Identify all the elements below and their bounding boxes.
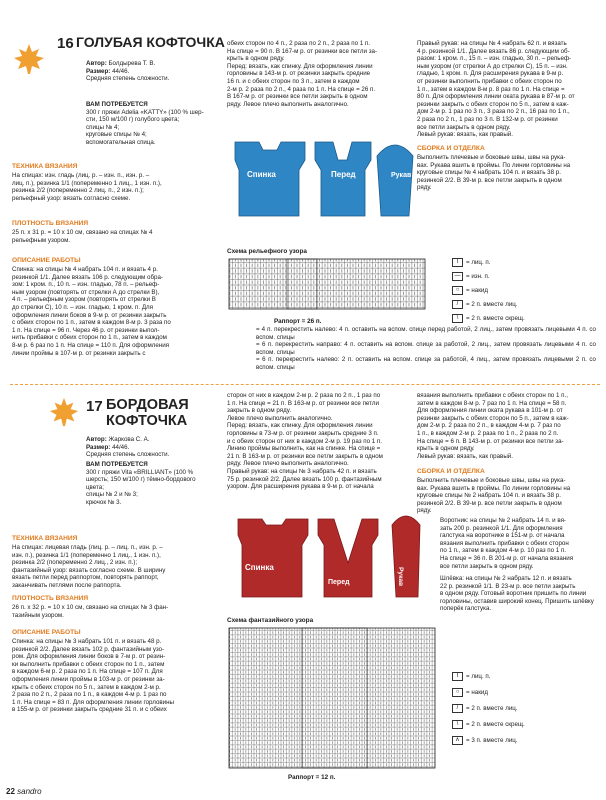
garment-diagrams-17 [222,497,427,609]
garment-label-sleeve: Рукав [397,567,404,587]
scheme-title: Схема фантазийного узора [227,617,314,624]
section-heading-assembly: СБОРКА И ОТДЕЛКА [417,145,485,152]
section-heading-technique: ТЕХНИКА ВЯЗАНИЯ [12,535,78,542]
collar-text: Воротник: на спицы № 2 набрать 14 п. и вя- зать 200 р. резинкой 1/1. Для оформления галстука на воротнике в 151-м р. от начала вязания выполнить прибавки с обеих сторон по 1 п., затем в каждом 4-м р. 10 раз по 1 п. На спице = 36 п. В 201-м р. от начала вязания все петли закрыть в одном ряду. [440,517,574,570]
section-heading-density: ПЛОТНОСТЬ ВЯЗАНИЯ [12,220,89,227]
pattern-grid-17 [227,626,437,772]
column2-text: обеих сторон по 4 п., 2 раза по 2 п., 2 раза по 1 п. На спице = 90 п. В 167-м р. от резинки все петли за- крыть в одном ряду. Перед: вязать, как спинку. Для оформления линии горловины в 143-м р. от резинки закрыть средние 16 п. и с обеих сторон по 3 п., затем в каждом 2-м р. 2 раза по 2 п., 4 раза по 1 п. На спице = 26 п. В 167-м р. от резинки все петли закрыть в одном ряду. Левое плечо выполнить аналогично. [227,40,378,108]
garment-diagrams-16 [225,130,415,230]
column3-text: вязания выполнить прибавки с обеих сторон по 1 п., затем в каждом 8-м р. 7 раз по 1 п. На спице = 58 п. Для оформления линии оката рукава в 101-м р. от резинки закрыть с обеих сторон по 5 п., затем в каж- дом 2-м р. 2 раза по 2 п., в каждом 4-м р. 7 раз по 1 п., в каждом 2-м р. 2 раза по 1 п., 2 раза по 2 п. На спице = 6 п. В 143-м р. от резинки все петли за- крыть в одном ряду. Левый рукав: вязать, как правый. [417,392,569,460]
pattern-number: 17 [86,398,103,415]
column2-text: сторон от них в каждом 2-м р. 2 раза по 2 п., 1 раз по 1 п. На спице = 21 п. В 163-м р. от резинки все петли закрыть в одном ряду. Левое плечо выполнить аналогично. Перед: вязать, как спинку. Для оформления линии горловины в 73-м р. от резинки закрыть средние 3 п. и с обеих сторон от них в каждом 2-м р. 19 раз по 1 п. Линию проймы выполнить, как на спинке. На спице = 21 п. В 163-м р. от резинки все петли закрыть в одном ряду. Левое плечо выполнить аналогично. Правый рукав: на спицы № 3 набрать 42 п. и вязать 75 р. резинкой 2/2. Далее вязать 100 р. фантазийным узором. Для расширения рукава в 9-м р. от начала [227,392,383,491]
density-text: 26 п. х 32 р. = 10 х 10 см, связано на спицах № 3 фан- тазийным узором. [12,604,169,619]
description-text: Спинка: на спицы № 3 набрать 101 п. и вязать 48 р. резинкой 2/2. Далее вязать 102 р. фантазийным узо- ром. Для оформления линии боков в 7-м р. от резин- ки выполнить прибавки с обеих сторон по 1 п., затем в каждом 6-м р. 2 раза по 1 п. На спице = 107 п. Для оформления линии проймы в 103-м р. от резинки за- крыть с обеих сторон по 5 п., затем в каждом 2-м р. 2 раза по 2 п., 2 раза по 1 п., в каждом 4-м р. 1 раз по 1 п. На спице = 83 п. Для оформления линии горловины в 155-м р. от резинки закрыть средние 31 п. и с обеих [12,638,175,714]
legend-item: / = 2 п. вместе лиц. [452,704,518,713]
pattern-title: БОРДОВАЯ КОФТОЧКА [106,397,189,429]
legend-item: \ = 2 п. вместе скрещ. [452,314,525,323]
rapport-label: Раппорт = 12 п. [288,774,336,781]
cable-notes: = 4 п. перекрестить налево: 4 п. оставить на вспом. спице перед работой, 2 лиц., затем провязать лицевыми 4 п. со вспом. спицы = 6 п. перекрестить направо: 4 п. оставить на вспом. спице за работой, 2 лиц., затем провязать лицевыми 4 п. со вспом. спицы = 6 п. перекрестить налево: 2 п. оставить на вспом. спице за работой, 4 лиц., затем провязать лицевыми 2 п. со вспом. спицы [256,326,596,371]
maple-leaf-icon [12,42,46,76]
pattern-title: ГОЛУБАЯ КОФТОЧКА [76,34,225,50]
legend-item: I = лиц. п. [452,258,490,267]
materials-block: ВАМ ПОТРЕБУЕТСЯ 300 г пряжи Adelia «KATTY» (100 % шер- сти, 150 м/100 г) голубого цвета; спицы № 4; круговые спицы № 4; вспомогательная спица. [86,101,204,146]
garment-label-back: Спинка [247,170,276,179]
column3-text: Правый рукав: на спицы № 4 набрать 62 п. и вязать 4 р. резинкой 1/1. Далее вязать 86 р. следующим об- разом: 1 кром. п., 15 п. – изн. гладью, 30 п. – рельеф- ным узором (от стрелки А до стрелки С), 15 п. – изн. гладью, 1 кром. п. Для расширения рукава в 9-м р. от резинки выполнить прибавки с обеих сторон по 1 п., затем в каждом 8-м р. 8 раз по 1 п. На спице = 80 п. Для оформления линии оката рукава в 87-м р. от резинки закрыть с обеих сторон по 5 п., затем в каж- дом 2-м р. 1 раз по 3 п., 3 раза по 2 п., 16 раз по 1 п., 2 раза по 2 п., 1 раз по 3 п. В 132-м р. от резинки все петли закрыть в одном ряду. Левый рукав: вязать, как правый. [417,40,575,139]
maple-leaf-icon [48,396,80,428]
garment-label-back: Спинка [245,563,274,572]
pattern-grid-16 [227,257,427,313]
garment-label-sleeve: Рукав [391,172,412,179]
legend-item: / = 2 п. вместе лиц. [452,300,518,309]
section-heading-description: ОПИСАНИЕ РАБОТЫ [12,257,81,264]
section-heading-technique: ТЕХНИКА ВЯЗАНИЯ [12,163,78,170]
legend-item: ∧ = 3 п. вместе лиц. [452,736,518,745]
rapport-label: Раппорт = 26 п. [274,318,322,325]
garment-label-front: Перед [331,170,356,179]
section-divider [10,384,600,385]
legend-item: I = лиц. п. [452,672,490,681]
technique-text: На спицах: лицевая гладь (лиц. р. – лиц. п., изн. р. – изн. п.), резинка 1/1 (попеременно 1 лиц., 1 изн. п.), резинка 2/2 (попеременно 2 лиц., 2 изн. п.); фантазийный узор: вязать согласно схеме. В ширину вязать петли перед раппортом, повторять раппорт, заканчивать петлями после раппорта. [12,544,166,589]
section-heading-assembly: СБОРКА И ОТДЕЛКА [417,468,485,475]
assembly-text: Выполнить плечевые и боковые швы, швы на рука- вах. Рукава вшить в проймы. По линии горловины на круговые спицы № 4 набрать 104 п. и вязать 38 р. резинкой 2/2. В 39-м р. все петли закрыть в одном ряду. [417,154,571,192]
assembly-text: Выполнить плечевые и боковые швы, швы на рука- вах. Рукава вшить в проймы. По линии горловины на круговые спицы № 2 набрать 104 п. и вязать 38 р. резинкой 2/2. В 39-м р. все петли закрыть в одном ряду. [417,477,571,515]
legend-item: ○ = накид [452,688,488,697]
garment-label-front: Перед [328,579,350,586]
materials-block: ВАМ ПОТРЕБУЕТСЯ 300 г пряжи Vita «BRILLIANT» (100 % шерсть; 150 м/100 г) тёмно-бордового цвета; спицы № 2 и № 3; крючок № 3. [86,461,196,506]
scheme-title: Схема рельефного узора [227,248,307,255]
legend-item: \ = 2 п. вместе скрещ. [452,720,525,729]
legend-item: — = изн. п. [452,272,490,281]
section-heading-description: ОПИСАНИЕ РАБОТЫ [12,629,81,636]
author-block: Автор: Болдырева Т. В. Размер: 44/46. Средняя степень сложности. [86,60,170,83]
density-text: 25 п. х 31 р. = 10 х 10 см, связано на спицах № 4 рельефным узором. [12,229,153,244]
page-footer: 22 sandro [6,787,42,796]
legend-item: ○ = накид [452,286,488,295]
technique-text: На спицах: изн. гладь (лиц. р. – изн. п., изн. р. – лиц. п.), резинка 1/1 (попеременно 1 лиц., 1 изн. п.), резинка 2/2 (попеременно 2 лиц. п., 2 изн. п.); рельефный узор: вязать согласно схеме. [12,172,162,202]
loop-text: Шлёвка: на спицы № 2 набрать 12 п. и вязать 22 р. резинкой 1/1. В 23-м р. все петли закрыть в одном ряду. Готовый воротник пришить по линии горловины, оставив широкий конец. Пришить шлёвку поперёк галстука. [440,575,594,613]
section-heading-density: ПЛОТНОСТЬ ВЯЗАНИЯ [12,595,89,602]
author-block: Автор: Жаркова С. А. Размер: 44/46. Средняя степень сложности. [86,436,170,459]
description-text: Спинка: на спицы № 4 набрать 104 п. и вязать 4 р. резинкой 1/1. Далее вязать 106 р. следующим обра- зом: 1 кром. п., 10 п. – изн. гладью, 78 п. – рельеф- ным узором (повторять от стрелки А до стрелки В), 4 п. – рельефным узором (повторять от стрелки В до стрелки С), 10 п. – изн. гладью, 1 кром. п. Для оформления линии боков в 9-м р. от резинки закрыть с обеих сторон по 1 п., затем в каждом 8-м р. 3 раза по 1 п. На спице = 96 п. Через 46 р. от резинки выпол- нить прибавки с обеих сторон по 1 п., затем в каждом 8-м р. 6 раз по 1 п. На спице = 110 п. Для оформления линии проймы в 107-м р. от резинки закрыть с [12,266,171,357]
pattern-number: 16 [57,35,74,52]
